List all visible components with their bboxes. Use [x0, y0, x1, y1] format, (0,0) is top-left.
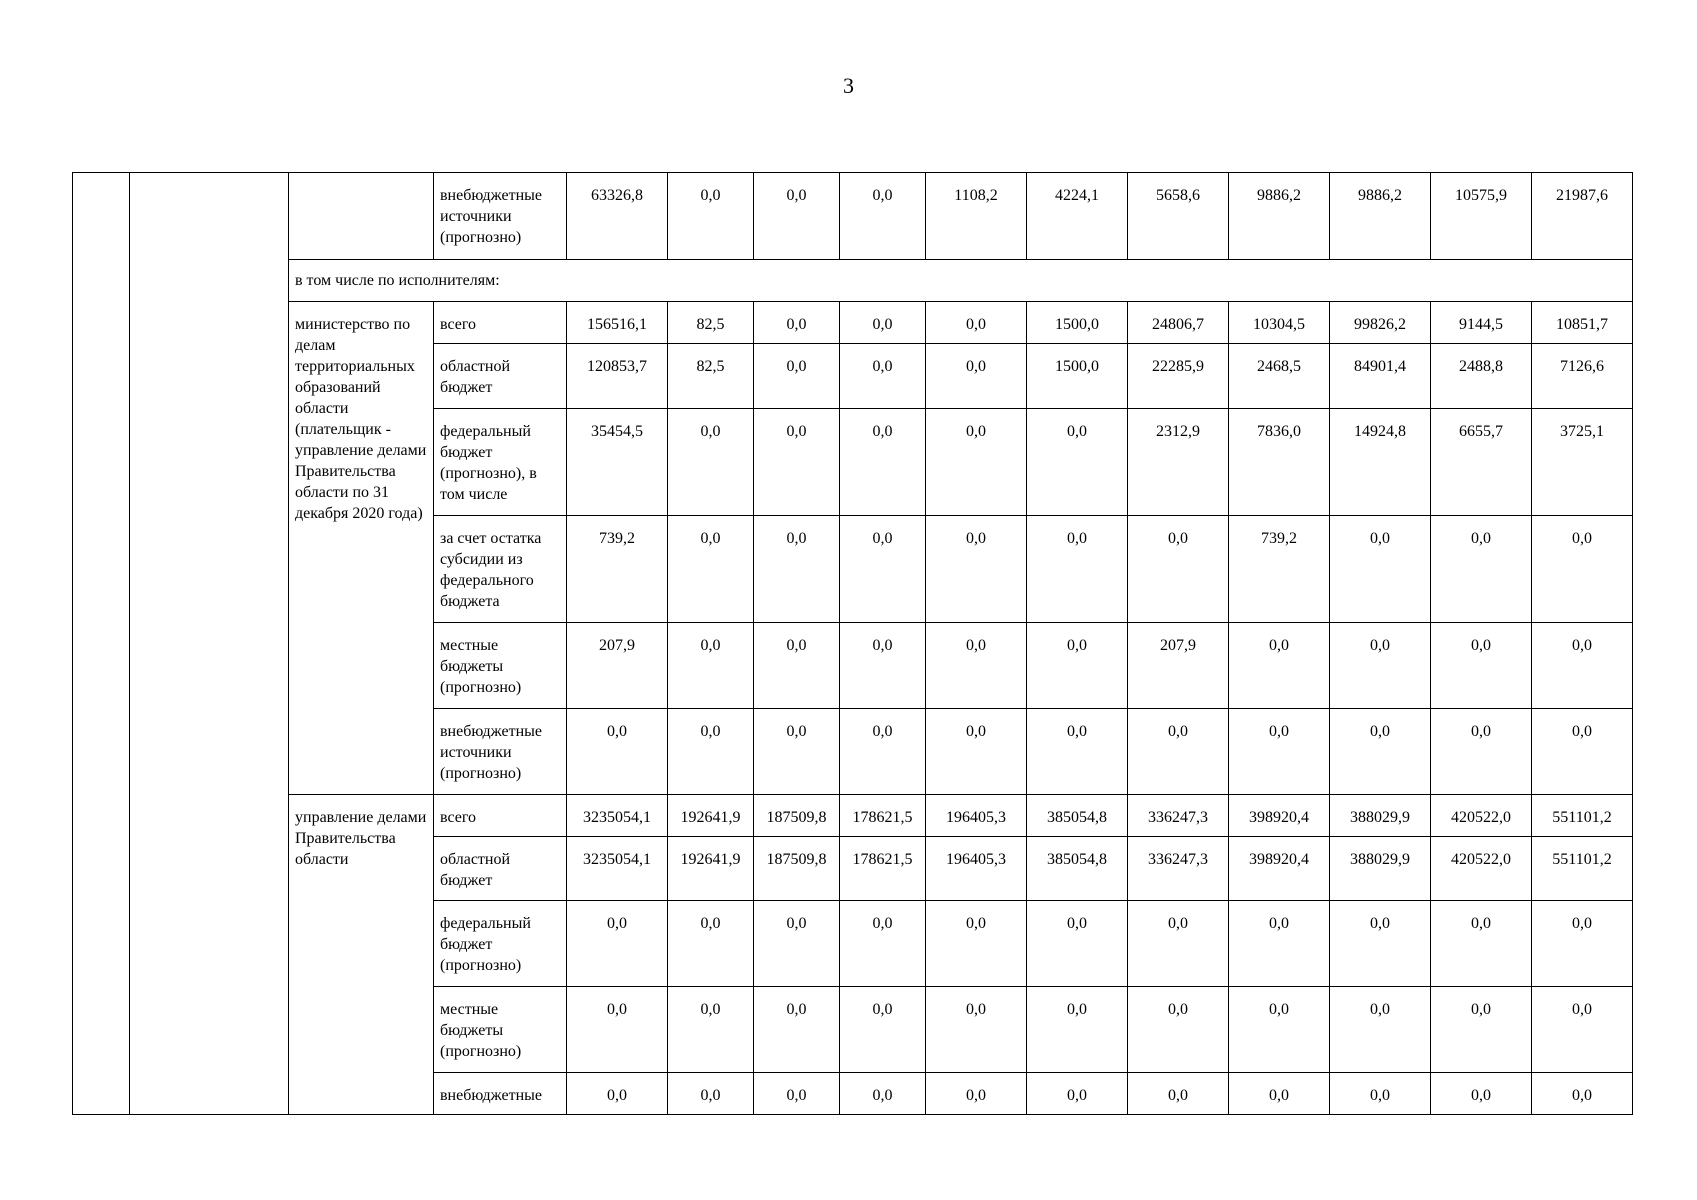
value-cell: 2488,8 [1431, 344, 1532, 409]
value-cell: 0,0 [1330, 987, 1431, 1073]
value-cell: 0,0 [754, 516, 840, 623]
section-label: в том числе по исполнителям: [289, 260, 1633, 302]
value-cell: 0,0 [668, 623, 754, 709]
value-cell: 1108,2 [926, 173, 1027, 260]
value-cell: 3725,1 [1532, 409, 1633, 516]
value-cell: 0,0 [926, 344, 1027, 409]
name-column-cell [130, 173, 289, 1115]
value-cell: 3235054,1 [567, 837, 668, 901]
value-cell: 82,5 [668, 344, 754, 409]
value-cell: 0,0 [668, 1073, 754, 1115]
value-cell: 4224,1 [1027, 173, 1128, 260]
value-cell: 9144,5 [1431, 302, 1532, 344]
executor-name: управление делами Правительства области [289, 795, 434, 1115]
value-cell: 739,2 [567, 516, 668, 623]
value-cell: 0,0 [1229, 1073, 1330, 1115]
value-cell: 0,0 [1431, 1073, 1532, 1115]
value-cell: 9886,2 [1330, 173, 1431, 260]
value-cell: 0,0 [1532, 516, 1633, 623]
value-cell: 0,0 [1431, 901, 1532, 987]
value-cell: 7836,0 [1229, 409, 1330, 516]
value-cell: 6655,7 [1431, 409, 1532, 516]
value-cell: 187509,8 [754, 795, 840, 837]
value-cell: 0,0 [1330, 1073, 1431, 1115]
value-cell: 0,0 [668, 709, 754, 795]
value-cell: 0,0 [926, 1073, 1027, 1115]
value-cell: 0,0 [1229, 901, 1330, 987]
source-cell: местные бюджеты (прогнозно) [434, 987, 567, 1073]
source-cell: внебюджетные источники (прогнозно) [434, 173, 567, 260]
value-cell: 0,0 [1027, 409, 1128, 516]
value-cell: 0,0 [926, 409, 1027, 516]
value-cell: 420522,0 [1431, 837, 1532, 901]
table-row [73, 302, 1633, 344]
value-cell: 0,0 [754, 709, 840, 795]
value-cell: 0,0 [754, 302, 840, 344]
value-cell: 5658,6 [1128, 173, 1229, 260]
value-cell: 0,0 [1229, 623, 1330, 709]
value-cell: 0,0 [668, 516, 754, 623]
value-cell: 388029,9 [1330, 795, 1431, 837]
value-cell: 551101,2 [1532, 795, 1633, 837]
page-number: 3 [843, 73, 854, 98]
value-cell: 0,0 [754, 344, 840, 409]
value-cell: 0,0 [1532, 623, 1633, 709]
budget-table [72, 172, 1633, 1115]
value-cell: 0,0 [840, 344, 926, 409]
value-cell: 0,0 [754, 173, 840, 260]
value-cell: 0,0 [1027, 987, 1128, 1073]
value-cell: 99826,2 [1330, 302, 1431, 344]
value-cell: 0,0 [567, 1073, 668, 1115]
value-cell: 0,0 [840, 1073, 926, 1115]
table-row [73, 795, 1633, 837]
value-cell: 24806,7 [1128, 302, 1229, 344]
value-cell: 0,0 [1532, 901, 1633, 987]
value-cell: 0,0 [1128, 516, 1229, 623]
value-cell: 178621,5 [840, 795, 926, 837]
value-cell: 0,0 [668, 409, 754, 516]
value-cell: 0,0 [1128, 987, 1229, 1073]
value-cell: 336247,3 [1128, 837, 1229, 901]
source-cell: федеральный бюджет (прогнозно), в том числе [434, 409, 567, 516]
value-cell: 207,9 [1128, 623, 1229, 709]
value-cell: 0,0 [1532, 1073, 1633, 1115]
value-cell: 0,0 [1027, 1073, 1128, 1115]
value-cell: 7126,6 [1532, 344, 1633, 409]
value-cell: 21987,6 [1532, 173, 1633, 260]
value-cell: 0,0 [1027, 901, 1128, 987]
value-cell: 0,0 [754, 1073, 840, 1115]
value-cell: 398920,4 [1229, 837, 1330, 901]
value-cell: 0,0 [840, 901, 926, 987]
value-cell: 0,0 [840, 623, 926, 709]
value-cell: 0,0 [926, 987, 1027, 1073]
value-cell: 0,0 [1229, 987, 1330, 1073]
value-cell: 0,0 [840, 709, 926, 795]
value-cell: 0,0 [1330, 901, 1431, 987]
source-cell: местные бюджеты (прогнозно) [434, 623, 567, 709]
value-cell: 0,0 [1027, 623, 1128, 709]
value-cell: 3235054,1 [567, 795, 668, 837]
value-cell: 0,0 [668, 987, 754, 1073]
value-cell: 10304,5 [1229, 302, 1330, 344]
value-cell: 385054,8 [1027, 795, 1128, 837]
value-cell: 0,0 [1431, 516, 1532, 623]
value-cell: 0,0 [1431, 987, 1532, 1073]
value-cell: 0,0 [1027, 516, 1128, 623]
source-cell: областной бюджет [434, 344, 567, 409]
value-cell: 0,0 [567, 987, 668, 1073]
value-cell: 0,0 [1330, 623, 1431, 709]
table-row [73, 173, 1633, 260]
value-cell: 2468,5 [1229, 344, 1330, 409]
value-cell: 0,0 [926, 516, 1027, 623]
value-cell: 0,0 [668, 173, 754, 260]
value-cell: 551101,2 [1532, 837, 1633, 901]
value-cell: 0,0 [926, 709, 1027, 795]
value-cell: 187509,8 [754, 837, 840, 901]
executor-name: министерство по делам территориальных образований области (плательщик - управление делами Правительства области по 31 декабря 2020 года) [289, 302, 434, 795]
value-cell: 63326,8 [567, 173, 668, 260]
value-cell: 0,0 [754, 901, 840, 987]
value-cell: 1500,0 [1027, 344, 1128, 409]
value-cell: 192641,9 [668, 837, 754, 901]
source-cell: всего [434, 302, 567, 344]
value-cell: 398920,4 [1229, 795, 1330, 837]
value-cell: 22285,9 [1128, 344, 1229, 409]
value-cell: 0,0 [567, 709, 668, 795]
value-cell: 14924,8 [1330, 409, 1431, 516]
value-cell: 0,0 [1330, 516, 1431, 623]
value-cell: 0,0 [754, 987, 840, 1073]
value-cell: 35454,5 [567, 409, 668, 516]
value-cell: 0,0 [754, 623, 840, 709]
value-cell: 385054,8 [1027, 837, 1128, 901]
value-cell: 0,0 [1027, 709, 1128, 795]
value-cell: 0,0 [1128, 901, 1229, 987]
value-cell: 0,0 [1532, 709, 1633, 795]
value-cell: 0,0 [1431, 623, 1532, 709]
value-cell: 196405,3 [926, 795, 1027, 837]
source-cell: внебюджетные источники (прогнозно) [434, 709, 567, 795]
value-cell: 0,0 [840, 516, 926, 623]
value-cell: 82,5 [668, 302, 754, 344]
number-column-cell [73, 173, 130, 1115]
value-cell: 0,0 [1431, 709, 1532, 795]
value-cell: 0,0 [1229, 709, 1330, 795]
value-cell: 420522,0 [1431, 795, 1532, 837]
value-cell: 0,0 [926, 302, 1027, 344]
value-cell: 0,0 [668, 901, 754, 987]
source-cell: областной бюджет [434, 837, 567, 901]
value-cell: 739,2 [1229, 516, 1330, 623]
source-cell: внебюджетные [434, 1073, 567, 1115]
value-cell: 0,0 [1532, 987, 1633, 1073]
value-cell: 156516,1 [567, 302, 668, 344]
section-row [73, 260, 1633, 302]
value-cell: 0,0 [1128, 1073, 1229, 1115]
value-cell: 388029,9 [1330, 837, 1431, 901]
value-cell: 0,0 [926, 901, 1027, 987]
value-cell: 336247,3 [1128, 795, 1229, 837]
executor-cell [289, 173, 434, 260]
table-body [73, 173, 1633, 1115]
value-cell: 0,0 [840, 987, 926, 1073]
value-cell: 0,0 [926, 623, 1027, 709]
value-cell: 0,0 [840, 173, 926, 260]
value-cell: 196405,3 [926, 837, 1027, 901]
value-cell: 9886,2 [1229, 173, 1330, 260]
value-cell: 0,0 [1128, 709, 1229, 795]
value-cell: 0,0 [1330, 709, 1431, 795]
value-cell: 0,0 [567, 901, 668, 987]
value-cell: 207,9 [567, 623, 668, 709]
value-cell: 0,0 [754, 409, 840, 516]
value-cell: 84901,4 [1330, 344, 1431, 409]
value-cell: 178621,5 [840, 837, 926, 901]
value-cell: 10851,7 [1532, 302, 1633, 344]
value-cell: 0,0 [840, 302, 926, 344]
source-cell: всего [434, 795, 567, 837]
value-cell: 0,0 [840, 409, 926, 516]
value-cell: 1500,0 [1027, 302, 1128, 344]
source-cell: федеральный бюджет (прогнозно) [434, 901, 567, 987]
value-cell: 120853,7 [567, 344, 668, 409]
value-cell: 2312,9 [1128, 409, 1229, 516]
value-cell: 192641,9 [668, 795, 754, 837]
source-cell: за счет остатка субсидии из федерального бюджета [434, 516, 567, 623]
value-cell: 10575,9 [1431, 173, 1532, 260]
